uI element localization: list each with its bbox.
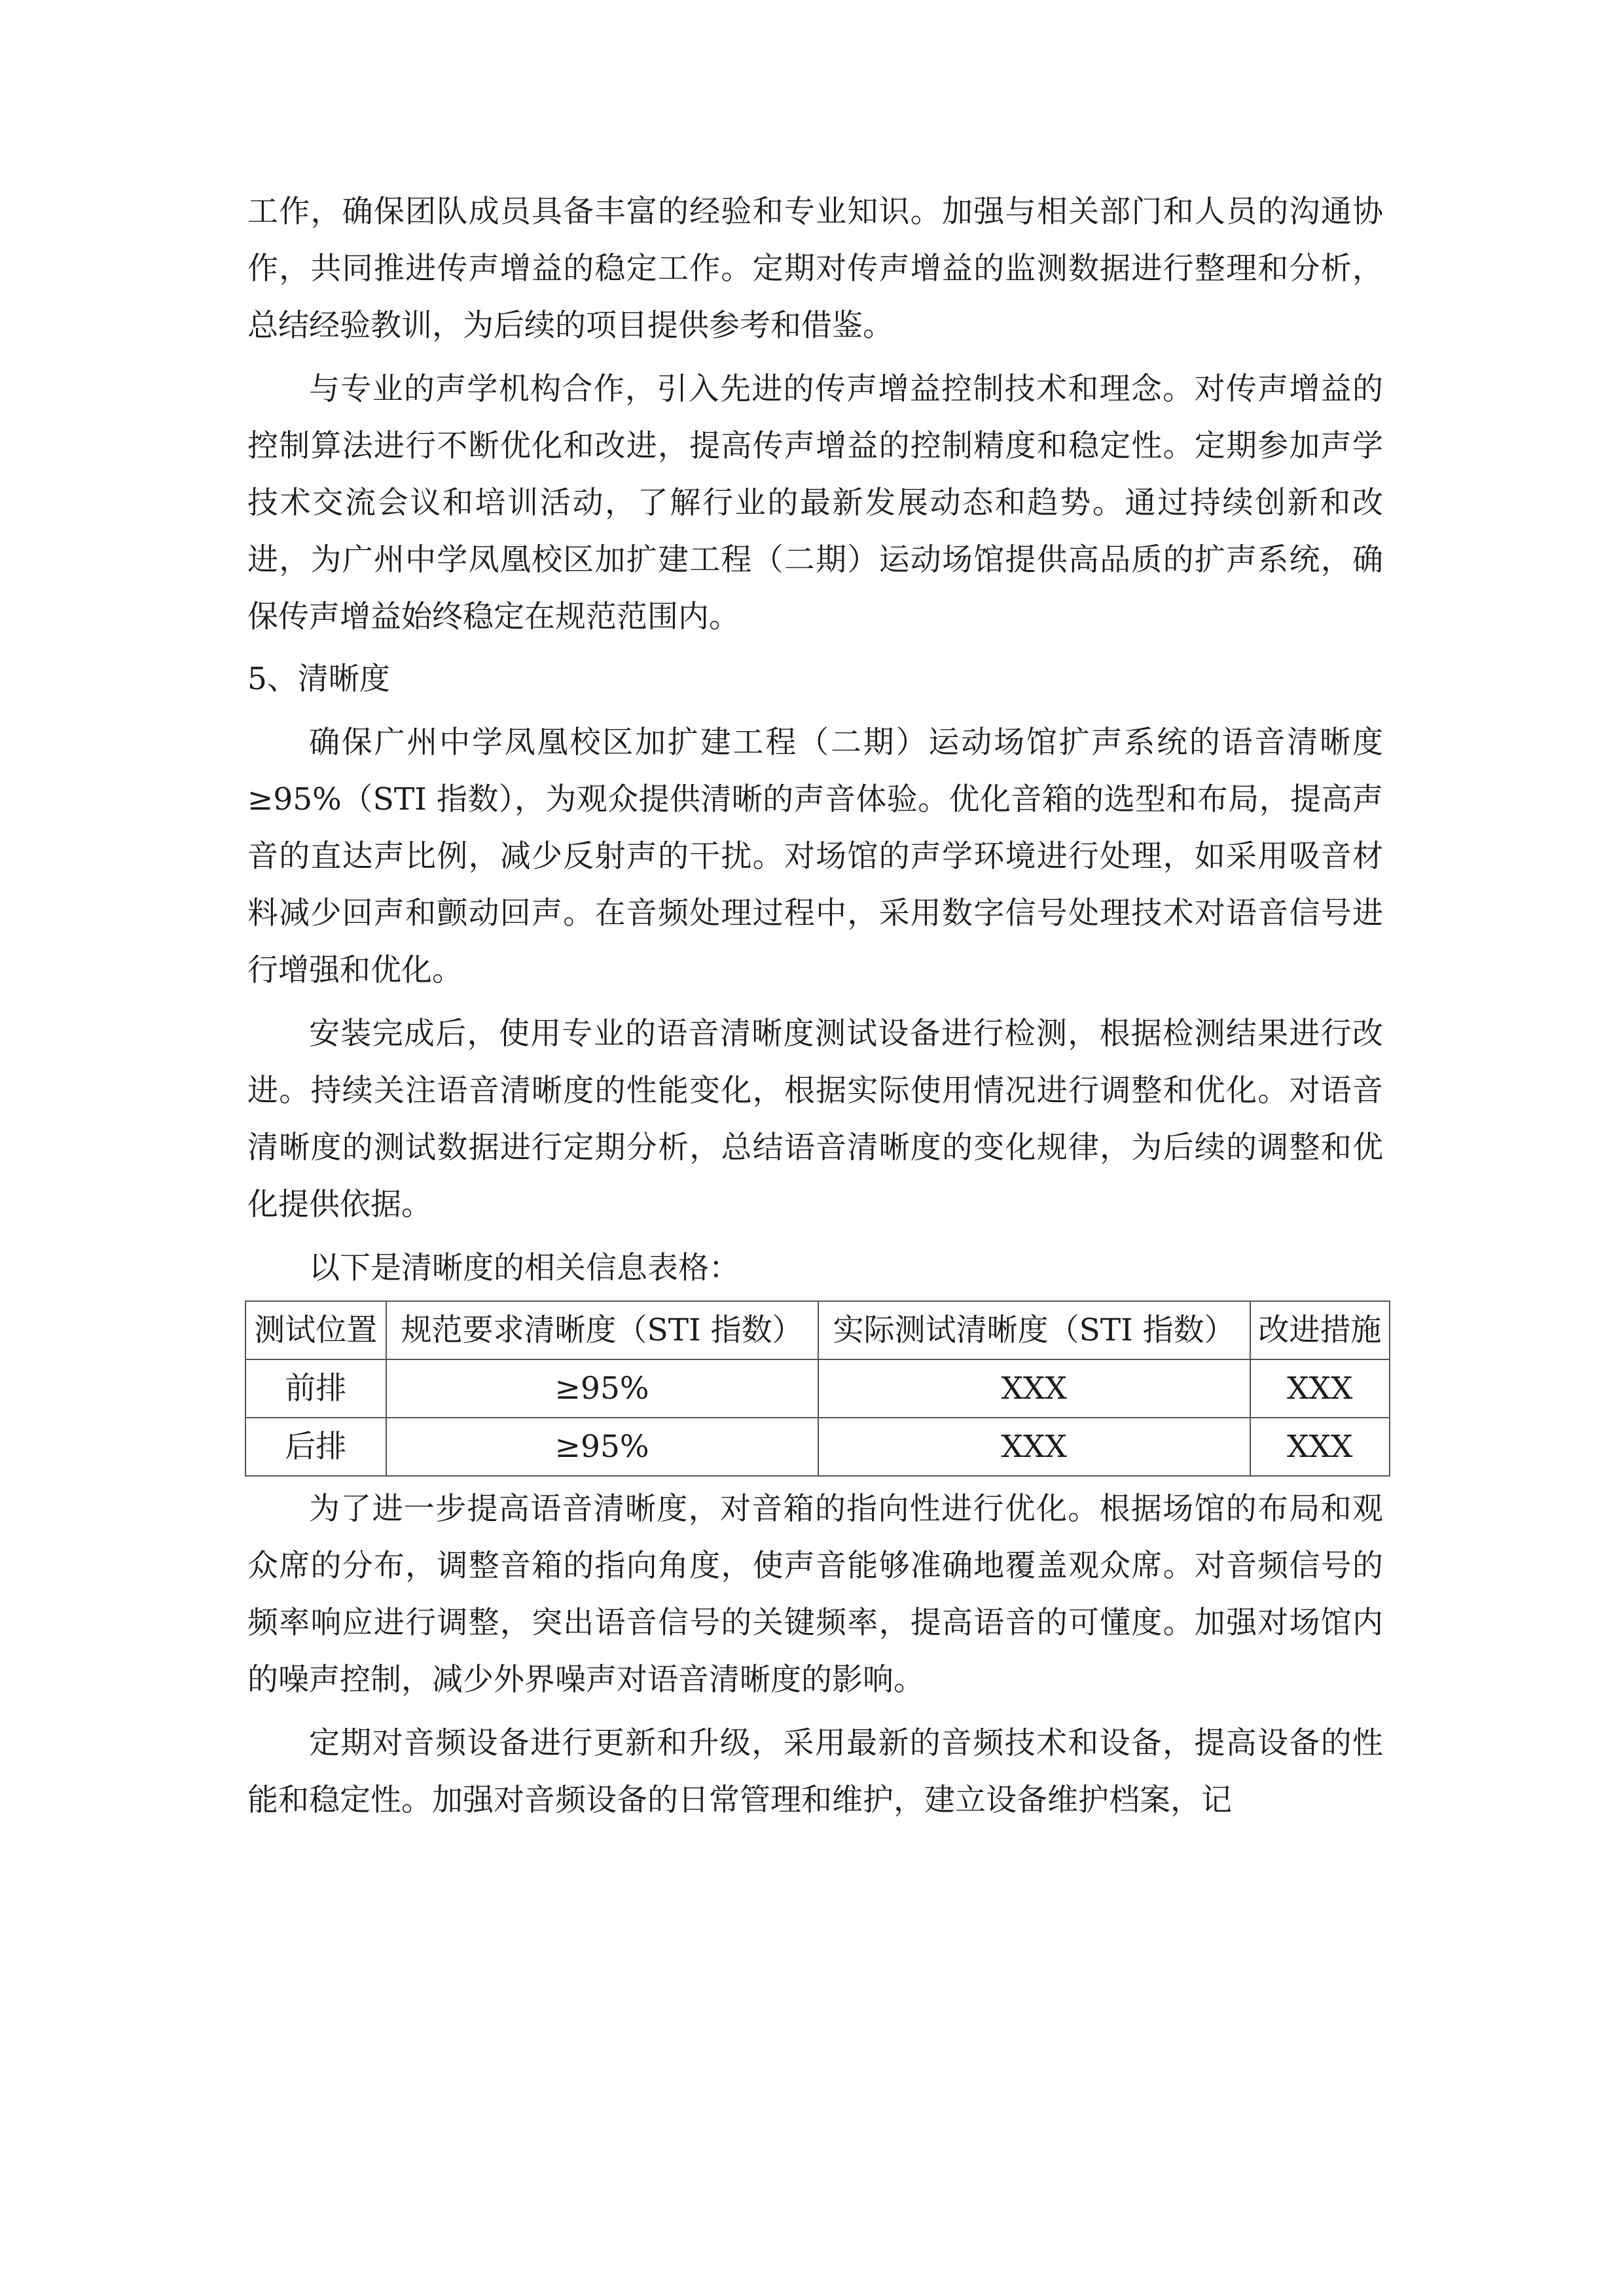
paragraph-maintenance: 定期对音频设备进行更新和升级，采用最新的音频技术和设备，提高设备的性能和稳定性。加强对音频设备的日常管理和维护，建立设备维护档案，记	[247, 1725, 1383, 1818]
table-cell: XXX	[818, 1418, 1250, 1476]
section-heading-clarity: 5、清晰度	[247, 661, 390, 697]
paragraph-directivity: 为了进一步提高语音清晰度，对音箱的指向性进行优化。根据场馆的布局和观众席的分布，调整音箱的指向角度，使声音能够准确地覆盖观众席。对音频信号的频率响应进行调整，突出语音信号的关键频率，提高语音的可懂度。加强对场馆内的噪声控制，减少外界噪声对语音清晰度的影响。	[247, 1491, 1383, 1698]
document-page	[247, 183, 1383, 1829]
table-cell: 后排	[245, 1418, 386, 1476]
table-header-cell: 实际测试清晰度（STI 指数）	[818, 1301, 1250, 1359]
table-cell: XXX	[818, 1359, 1250, 1418]
paragraph-clarity-testing: 安装完成后，使用专业的语音清晰度测试设备进行检测，根据检测结果进行改进。持续关注语音清晰度的性能变化，根据实际使用情况进行调整和优化。对语音清晰度的测试数据进行定期分析，总结语音清晰度的变化规律，为后续的调整和优化提供依据。	[247, 1016, 1383, 1223]
paragraph-continuation: 工作，确保团队成员具备丰富的经验和专业知识。加强与相关部门和人员的沟通协作，共同推进传声增益的稳定工作。定期对传声增益的监测数据进行整理和分析，总结经验教训，为后续的项目提供参考和借鉴。	[247, 194, 1383, 344]
table-row	[245, 1359, 1390, 1418]
table-cell: ≥95%	[386, 1359, 818, 1418]
paragraph-cooperation: 与专业的声学机构合作，引入先进的传声增益控制技术和理念。对传声增益的控制算法进行不断优化和改进，提高传声增益的控制精度和稳定性。定期参加声学技术交流会议和培训活动，了解行业的最新发展动态和趋势。通过持续创新和改进，为广州中学凤凰校区加扩建工程（二期）运动场馆提供高品质的扩声系统，确保传声增益始终稳定在规范范围内。	[247, 371, 1383, 635]
paragraph-clarity-goal: 确保广州中学凤凰校区加扩建工程（二期）运动场馆扩声系统的语音清晰度≥95%（STI 指数），为观众提供清晰的声音体验。优化音箱的选型和布局，提高声音的直达声比例，减少反射声的干扰。对场馆的声学环境进行处理，如采用吸音材料减少回声和颤动回声。在音频处理过程中，采用数字信号处理技术对语音信号进行增强和优化。	[247, 725, 1383, 988]
table-row	[245, 1418, 1390, 1476]
table-header-cell: 测试位置	[245, 1301, 386, 1359]
clarity-table	[245, 1300, 1390, 1477]
table-header-cell: 规范要求清晰度（STI 指数）	[386, 1301, 818, 1359]
table-intro: 以下是清晰度的相关信息表格：	[309, 1250, 740, 1286]
table-header-row	[245, 1301, 1390, 1359]
table-cell: 前排	[245, 1359, 386, 1418]
table-header-cell: 改进措施	[1250, 1301, 1390, 1359]
table-cell: XXX	[1250, 1359, 1390, 1418]
table-cell: XXX	[1250, 1418, 1390, 1476]
table-cell: ≥95%	[386, 1418, 818, 1476]
